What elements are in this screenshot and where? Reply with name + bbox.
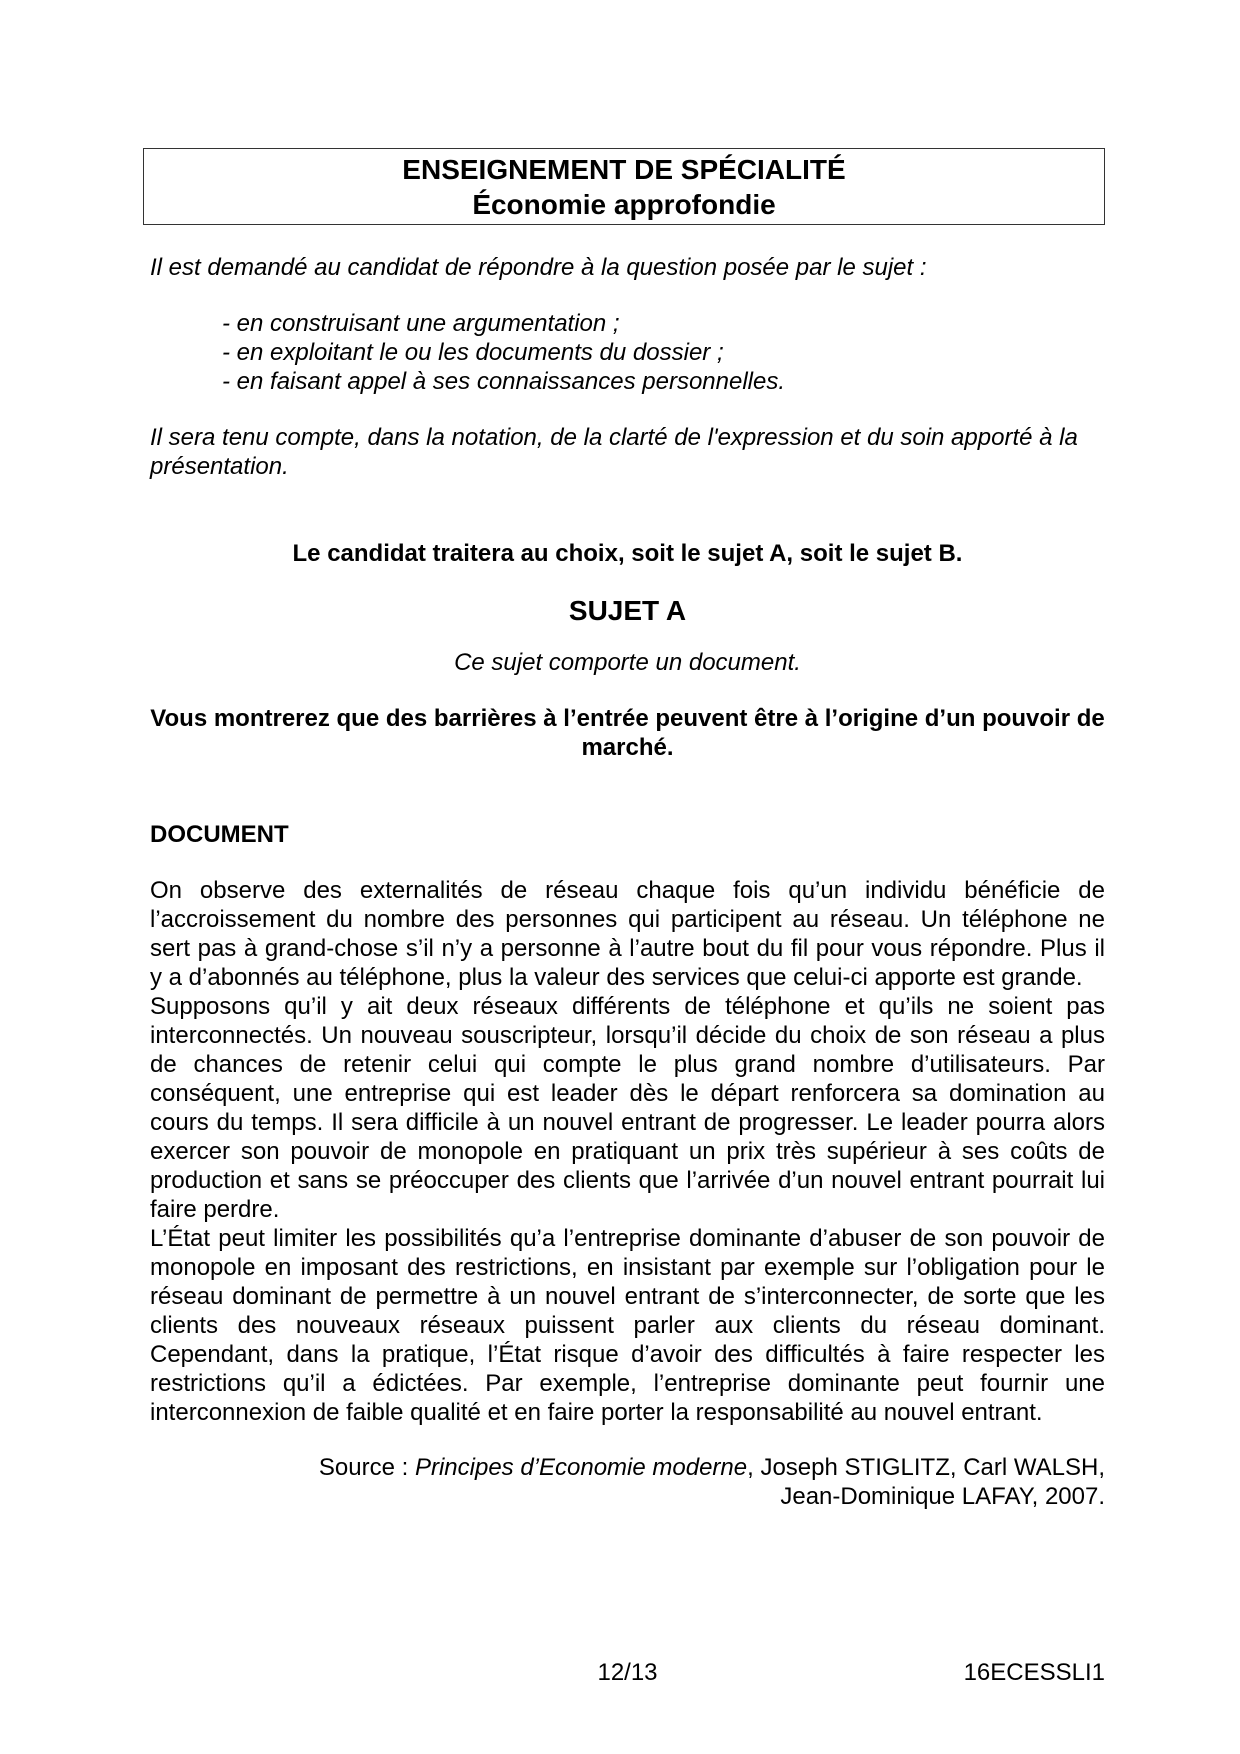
document-label: DOCUMENT (150, 821, 289, 848)
source-authors-2: Jean-Dominique LAFAY, 2007. (780, 1483, 1105, 1510)
subject-question: Vous montrerez que des barrières à l’entrée peuvent être à l’origine d’un pouvoir de marché. (150, 705, 1105, 761)
subject-count: Ce sujet comporte un document. (454, 649, 801, 676)
source-prefix: Source : (318, 1454, 415, 1481)
source-authors-1: , Joseph STIGLITZ, Carl WALSH, (747, 1454, 1105, 1481)
grading-note: Il sera tenu compte, dans la notation, de la clarté de l'expression et du soin apporté à la présentation. (150, 424, 1078, 480)
document-source (150, 1453, 1105, 1511)
title-line-1: ENSEIGNEMENT DE SPÉCIALITÉ (402, 154, 846, 185)
subject-title: SUJET A (568, 595, 687, 626)
document-paragraph: L’État peut limiter les possibilités qu’a l’entreprise dominante d’abuser de son pouvoir de monopole en imposant des restrictions, en insistant par exemple sur l’obligation pour le réseau dominant de permettre à un nouvel entrant de s’interconnecter, de sorte que les clients des nouveaux réseaux puissent parler aux clients du réseau dominant. Cependant, dans la pratique, l’État risque d’avoir des difficultés à faire respecter les restrictions qu’il a édictées. Par exemple, l’entreprise dominante peut fournir une interconnexion de faible qualité et en faire porter la responsabilité au nouvel entrant. (150, 1225, 1105, 1426)
exam-code: 16ECESSLI1 (963, 1659, 1105, 1686)
instructions-intro: Il est demandé au candidat de répondre à la question posée par le sujet : (150, 254, 927, 281)
subject-choice: Le candidat traitera au choix, soit le sujet A, soit le sujet B. (292, 540, 963, 567)
document-body (150, 876, 1105, 1427)
instructions-list (222, 309, 1100, 396)
instruction-item: - en construisant une argumentation ; (222, 310, 620, 337)
source-line-1 (150, 1453, 1105, 1482)
page-footer (150, 1658, 1105, 1687)
page-number: 12/13 (597, 1659, 658, 1686)
document-paragraph: On observe des externalités de réseau chaque fois qu’un individu bénéficie de l’accroissement du nombre des personnes qui participent au réseau. Un téléphone ne sert pas à grand-chose s’il n’y a personne à l’autre bout du fil pour vous répondre. Plus il y a d’abonnés au téléphone, plus la valeur des services que celui-ci apporte est grande. (150, 877, 1105, 991)
title-box (143, 148, 1105, 225)
instruction-item: - en faisant appel à ses connaissances personnelles. (222, 368, 786, 395)
source-title: Principes d’Economie moderne (414, 1454, 748, 1481)
document-paragraph: Supposons qu’il y ait deux réseaux différents de téléphone et qu’ils ne soient pas interconnectés. Un nouveau souscripteur, lorsqu’il décide du choix de son réseau a plus de chances de retenir celui qui compte le plus grand nombre d’utilisateurs. Par conséquent, une entreprise qui est leader dès le départ renforcera sa domination au cours du temps. Il sera difficile à un nouvel entrant de progresser. Le leader pourra alors exercer son pouvoir de monopole en pratiquant un prix très supérieur à ses coûts de production et sans se préoccuper des clients que l’arrivée d’un nouvel entrant pourrait lui faire perdre. (150, 993, 1105, 1223)
title-line-2: Économie approfondie (472, 189, 776, 220)
instruction-item: - en exploitant le ou les documents du dossier ; (222, 339, 724, 366)
